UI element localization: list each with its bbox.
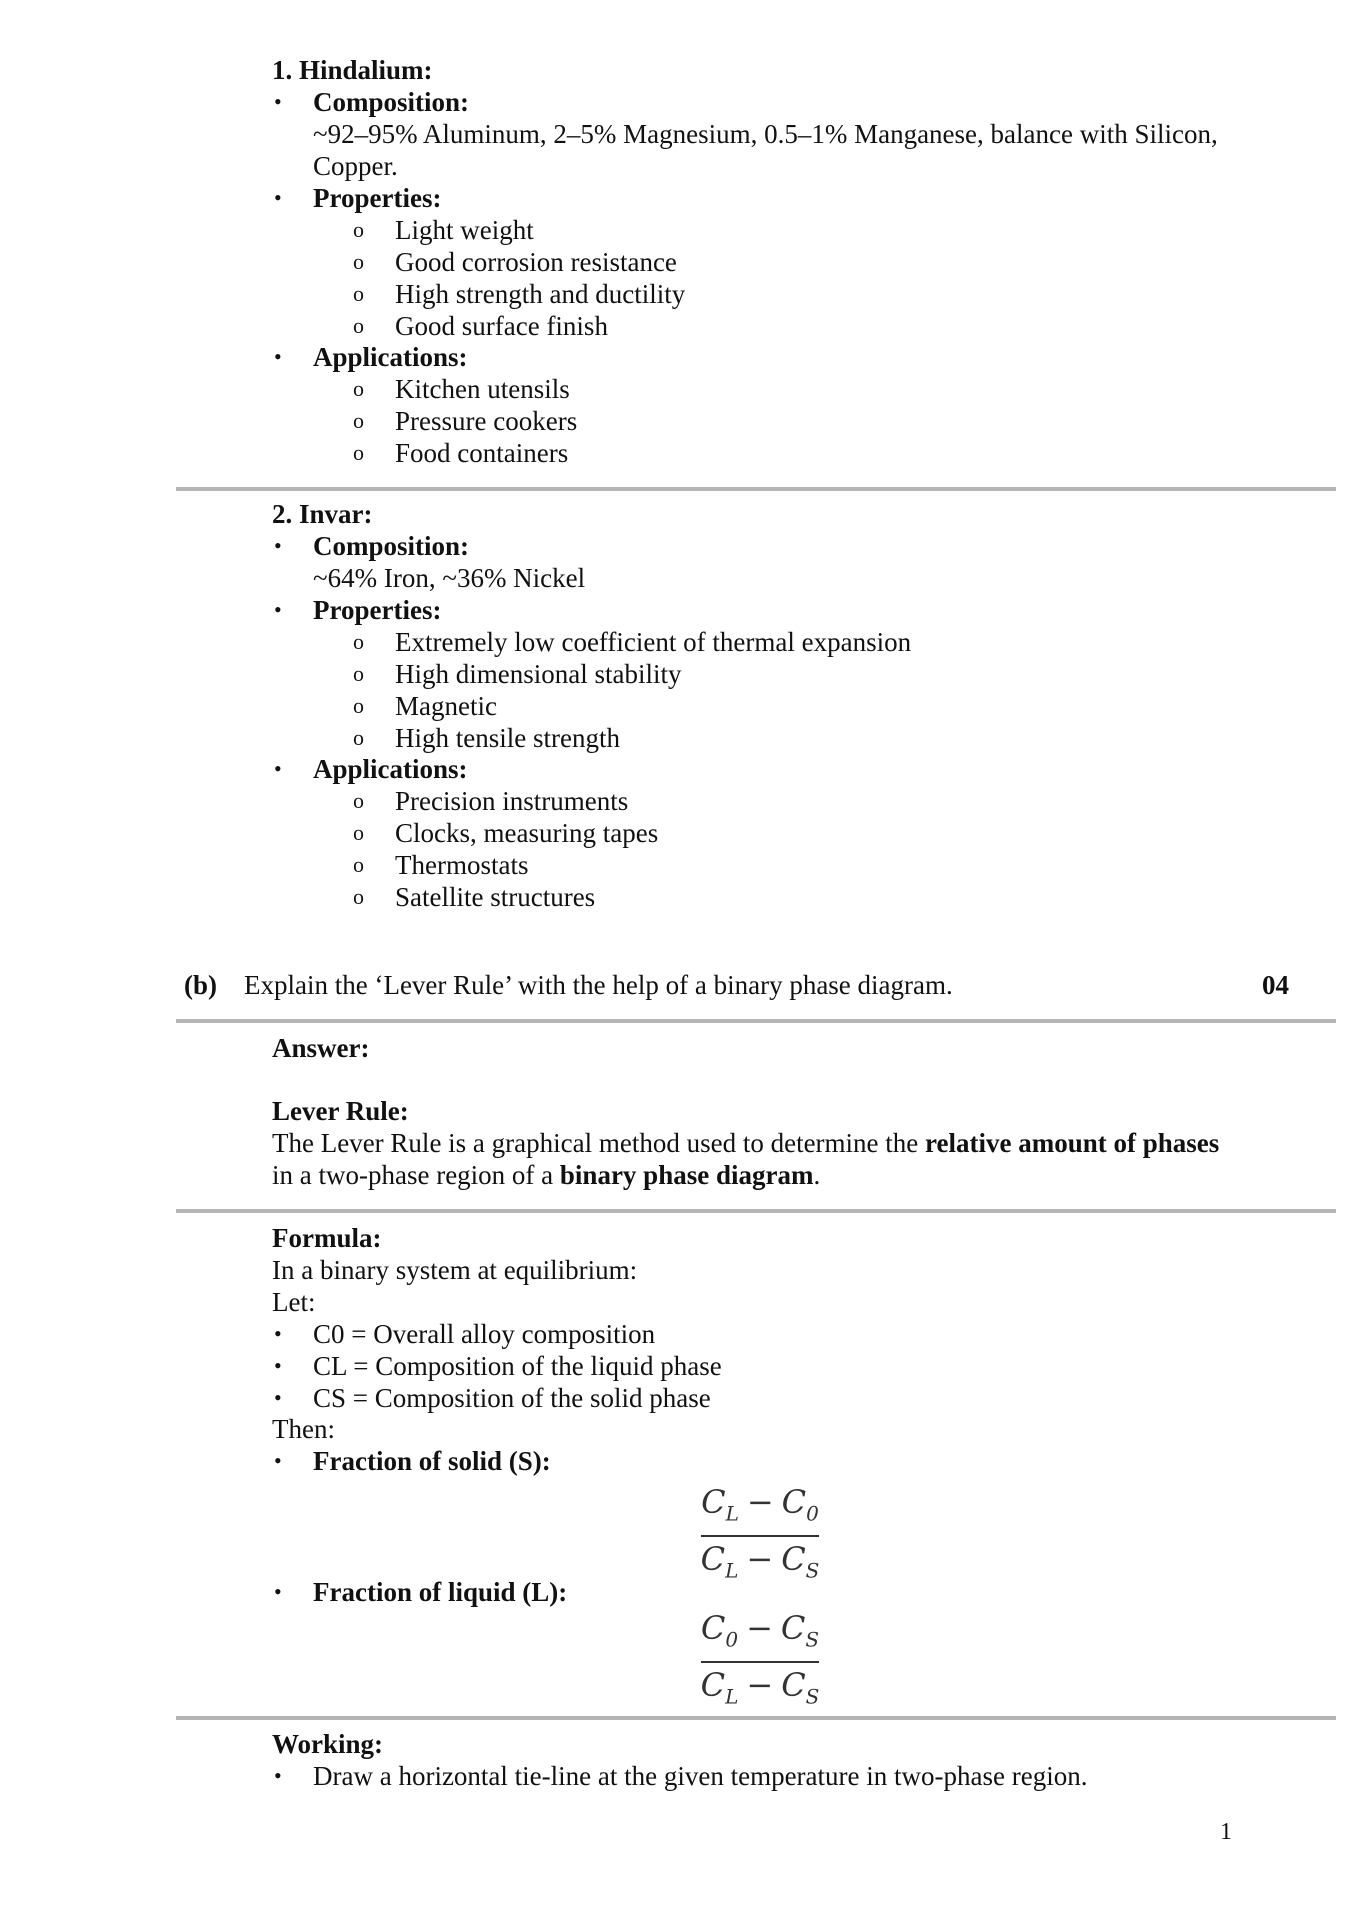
question-label: (b) <box>184 970 217 1000</box>
section-divider <box>176 1209 1336 1213</box>
hindalium-title: 1. Hindalium: <box>272 55 433 85</box>
invar-applications-label: Applications: <box>313 754 468 784</box>
formula-subscript: S <box>805 1684 820 1709</box>
bullet-icon: • <box>274 1385 282 1410</box>
fraction-bar <box>701 1535 819 1537</box>
formula-symbol: C <box>700 1540 726 1579</box>
answer-heading: Answer: <box>272 1033 370 1063</box>
circle-bullet-icon: o <box>353 820 364 845</box>
invar-properties-label: Properties: <box>313 595 442 625</box>
formula-symbol: C <box>781 1483 807 1521</box>
formula-symbol: C <box>701 1483 726 1521</box>
list-item: High strength and ductility <box>395 279 686 309</box>
minus-sign: − <box>746 1540 774 1579</box>
circle-bullet-icon: o <box>353 440 364 465</box>
text-span: in a two-phase region of a <box>272 1160 560 1190</box>
list-item: Pressure cookers <box>395 406 578 436</box>
circle-bullet-icon: o <box>353 281 364 306</box>
list-item: High dimensional stability <box>395 659 682 689</box>
bullet-icon: • <box>274 89 282 114</box>
section-divider <box>176 1716 1336 1720</box>
hindalium-composition-line2: Copper. <box>313 151 398 181</box>
formula-subscript: S <box>805 1627 820 1652</box>
formula-numerator <box>695 1608 825 1659</box>
lever-rule-line2 <box>272 1159 820 1191</box>
formula-subscript: 0 <box>806 1501 819 1526</box>
circle-bullet-icon: o <box>353 661 364 686</box>
formula-subscript: L <box>725 1558 739 1583</box>
minus-sign: − <box>746 1666 774 1705</box>
circle-bullet-icon: o <box>353 249 364 274</box>
circle-bullet-icon: o <box>353 852 364 877</box>
circle-bullet-icon: o <box>353 408 364 433</box>
question-text: Explain the ‘Lever Rule’ with the help of a binary phase diagram. <box>244 970 953 1000</box>
circle-bullet-icon: o <box>353 693 364 718</box>
hindalium-applications-label: Applications: <box>313 342 468 372</box>
working-heading: Working: <box>272 1729 384 1759</box>
circle-bullet-icon: o <box>353 884 364 909</box>
bullet-icon: • <box>274 1448 282 1473</box>
bullet-icon: • <box>274 1763 282 1788</box>
hindalium-composition-label: Composition: <box>313 87 470 117</box>
fraction-liquid-label: Fraction of liquid (L): <box>313 1577 568 1607</box>
list-item: High tensile strength <box>395 723 620 753</box>
formula-heading: Formula: <box>272 1223 382 1253</box>
lever-rule-title: Lever Rule: <box>272 1096 409 1126</box>
list-item: Thermostats <box>395 850 529 880</box>
list-item: Draw a horizontal tie-line at the given temperature in two-phase region. <box>313 1761 1088 1791</box>
formula-denominator <box>695 1539 825 1590</box>
formula-numerator <box>695 1482 825 1533</box>
bullet-icon: • <box>274 533 282 558</box>
invar-composition-label: Composition: <box>313 531 470 561</box>
text-span: . <box>813 1160 821 1190</box>
bold-text-span: relative amount of phases <box>925 1128 1220 1158</box>
circle-bullet-icon: o <box>353 629 364 654</box>
bullet-icon: • <box>274 1579 282 1604</box>
list-item: CL = Composition of the liquid phase <box>313 1351 722 1381</box>
hindalium-properties-label: Properties: <box>313 183 442 213</box>
hindalium-composition-line1: ~92–95% Aluminum, 2–5% Magnesium, 0.5–1% Manganese, balance with Silicon, <box>313 119 1218 149</box>
circle-bullet-icon: o <box>353 725 364 750</box>
list-item: Food containers <box>395 438 569 468</box>
formula-symbol: C <box>700 1609 726 1647</box>
list-item: Magnetic <box>395 691 497 721</box>
list-item: C0 = Overall alloy composition <box>313 1319 656 1349</box>
list-item: Precision instruments <box>395 786 629 816</box>
fraction-liquid-formula <box>695 1608 825 1717</box>
invar-title: 2. Invar: <box>272 499 373 529</box>
list-item: Kitchen utensils <box>395 374 570 404</box>
bullet-icon: • <box>274 597 282 622</box>
invar-composition-line1: ~64% Iron, ~36% Nickel <box>313 563 586 593</box>
bullet-icon: • <box>274 185 282 210</box>
formula-symbol: C <box>780 1609 806 1647</box>
bullet-icon: • <box>274 1321 282 1346</box>
bullet-icon: • <box>274 756 282 781</box>
page-number: 1 <box>1220 1819 1232 1845</box>
fraction-solid-label: Fraction of solid (S): <box>313 1446 551 1476</box>
circle-bullet-icon: o <box>353 376 364 401</box>
circle-bullet-icon: o <box>353 788 364 813</box>
formula-symbol: C <box>700 1666 726 1705</box>
fraction-solid-formula <box>695 1482 825 1591</box>
bullet-icon: • <box>274 344 282 369</box>
minus-sign: − <box>746 1483 774 1521</box>
circle-bullet-icon: o <box>353 217 364 242</box>
list-item: Satellite structures <box>395 882 596 912</box>
list-item: Clocks, measuring tapes <box>395 818 659 848</box>
formula-then: Then: <box>272 1414 335 1444</box>
formula-denominator <box>695 1665 825 1716</box>
lever-rule-line1 <box>272 1127 1219 1159</box>
circle-bullet-icon: o <box>353 313 364 338</box>
list-item: CS = Composition of the solid phase <box>313 1383 711 1413</box>
fraction-bar <box>701 1661 819 1663</box>
list-item: Light weight <box>395 215 534 245</box>
list-item: Good surface finish <box>395 311 608 341</box>
formula-let: Let: <box>272 1287 316 1317</box>
section-divider <box>176 1019 1336 1023</box>
section-divider <box>176 487 1336 491</box>
formula-subscript: L <box>725 1684 739 1709</box>
minus-sign: − <box>746 1609 773 1647</box>
bold-text-span: binary phase diagram <box>559 1160 814 1190</box>
formula-subscript: S <box>805 1558 820 1583</box>
formula-intro: In a binary system at equilibrium: <box>272 1255 638 1285</box>
list-item: Good corrosion resistance <box>395 247 677 277</box>
list-item: Extremely low coefficient of thermal expansion <box>395 627 912 657</box>
bullet-icon: • <box>274 1353 282 1378</box>
formula-symbol: C <box>781 1666 806 1705</box>
question-marks: 04 <box>1262 970 1289 1000</box>
text-span: The Lever Rule is a graphical method used to determine the <box>272 1128 926 1158</box>
formula-subscript: L <box>725 1501 739 1526</box>
formula-symbol: C <box>781 1540 806 1579</box>
formula-subscript: 0 <box>725 1627 739 1652</box>
